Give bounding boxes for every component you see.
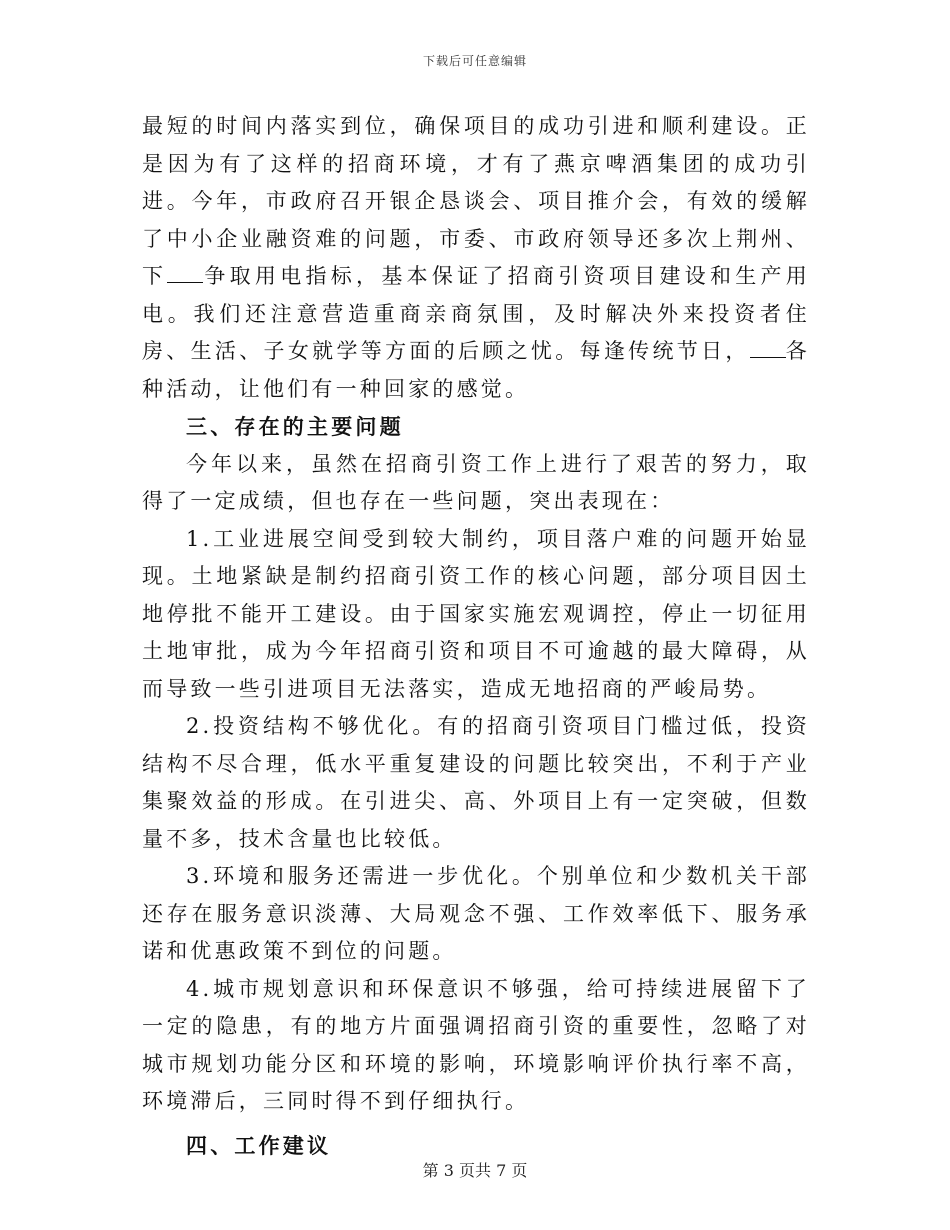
paragraph-text: 最短的时间内落实到位，确保项目的成功引进和顺利建设。正是因为有了这样的招商环境，才有了燕京啤酒集团的成功引进。今年，市政府召开银企恳谈会、项目推介会，有效的缓解了中小企业融资难的问题，市委、市政府领导还多次上荆州、下 xyxy=(142,114,810,288)
blank-underline xyxy=(750,339,786,358)
document-body xyxy=(142,108,810,1164)
section-heading-suggestions: 四、工作建议 xyxy=(186,1132,332,1158)
page-header: 下载后可任意编辑 xyxy=(422,54,527,68)
paragraph-investment-environment xyxy=(142,108,810,408)
paragraph-text: 各种活动，让他们有一种回家的感觉。 xyxy=(142,339,810,401)
paragraph-problems-intro: 今年以来，虽然在招商引资工作上进行了艰苦的努力，取得了一定成绩，但也存在一些问题，突出表现在： xyxy=(142,451,810,513)
blank-underline xyxy=(167,264,203,283)
page-number: 第 3 页共 7 页 xyxy=(422,1161,528,1180)
paragraph-problem-2: 2.投资结构不够优化。有的招商引资项目门槛过低，投资结构不尽合理，低水平重复建设的问题比较突出，不利于产业集聚效益的形成。在引进尖、高、外项目上有一定突破，但数量不多，技术含量也比较低。 xyxy=(142,714,810,851)
paragraph-problem-3: 3.环境和服务还需进一步优化。个别单位和少数机关干部还存在服务意识淡薄、大局观念不强、工作效率低下、服务承诺和优惠政策不到位的问题。 xyxy=(142,864,810,963)
section-heading-problems: 三、存在的主要问题 xyxy=(186,414,404,439)
paragraph-problem-4: 4.城市规划意识和环保意识不够强，给可持续进展留下了一定的隐患，有的地方片面强调招商引资的重要性，忽略了对城市规划功能分区和环境的影响，环境影响评价执行率不高，环境滞后，三同时得不到仔细执行。 xyxy=(142,976,810,1113)
paragraph-text: 争取用电指标，基本保证了招商引资项目建设和生产用电。我们还注意营造重商亲商氛围，及时解决外来投资者住房、生活、子女就学等方面的后顾之忧。每逢传统节日， xyxy=(142,264,810,363)
paragraph-problem-1: 1.工业进展空间受到较大制约，项目落户难的问题开始显现。土地紧缺是制约招商引资工作的核心问题，部分项目因土地停批不能开工建设。由于国家实施宏观调控，停止一切征用土地审批，成为今年招商引资和项目不可逾越的最大障碍，从而导致一些引进项目无法落实，造成无地招商的严峻局势。 xyxy=(142,526,810,701)
